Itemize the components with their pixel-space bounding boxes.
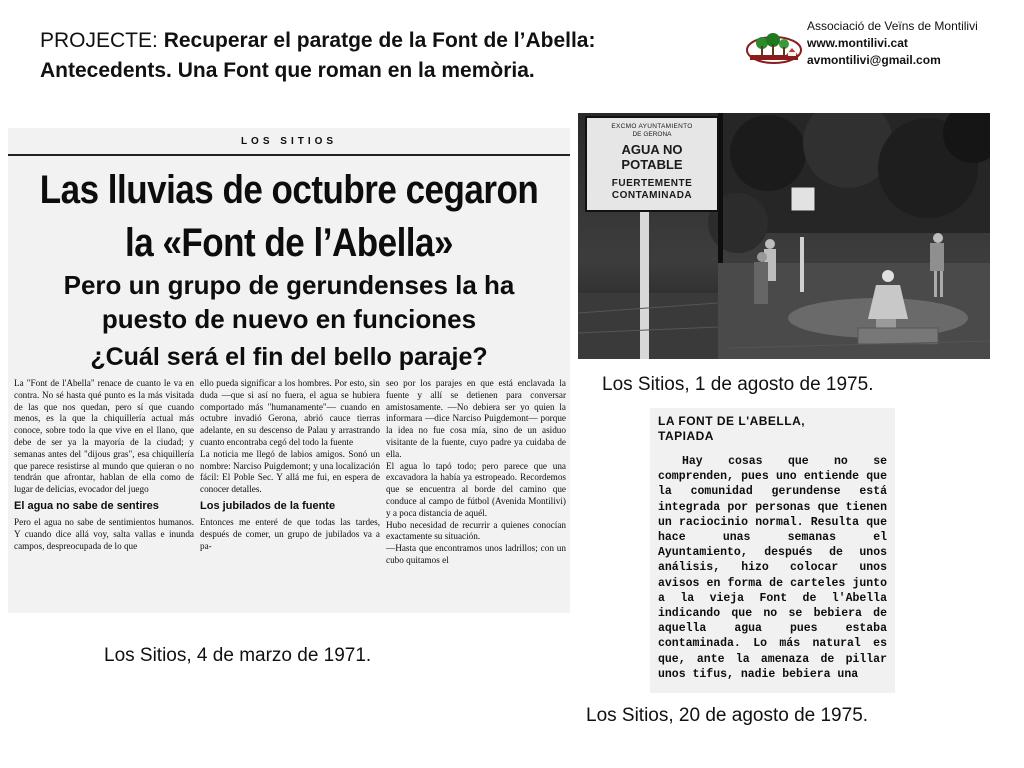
association-name: Associació de Veïns de Montilivi <box>807 19 978 33</box>
sign-line-5: CONTAMINADA <box>611 190 693 201</box>
section-divider <box>8 154 570 156</box>
column-text: Hubo necesidad de recurrir a quienes conocían exactamente su situación. <box>386 519 566 542</box>
sign-line-2: DE GERONA <box>632 131 672 138</box>
clipping-subheadline <box>8 268 570 336</box>
clipping-section-label: LOS SITIOS <box>240 136 338 147</box>
association-email-link[interactable]: avmontilivi@gmail.com <box>807 53 941 67</box>
column-text: seo por los parajes en que está enclavada la fuente y allí se detienen para conversar amistosamente. —No debiera ser yo quien la informara —dice Narciso Puigdemont— porque la idea no fue cosa mía, sino de un asiduo visitante de la fuente, cuyo padre ya cuidaba de ella. <box>386 378 566 459</box>
clipping-headline <box>8 164 570 270</box>
clipping-columns <box>14 378 566 610</box>
column-text: Entonces me enteré de que todas las tardes, después de comer, un grupo de jubilados va a pa- <box>200 516 380 551</box>
subheadline-line-1: Pero un grupo de gerundenses la ha <box>63 270 515 300</box>
title-line-1: Recuperar el paratge de la Font de l’Abella: <box>163 29 596 52</box>
clipping-column-3 <box>386 378 566 610</box>
column-text: —Hasta que encontramos unos ladrillos; con un cubo quitamos el <box>386 543 566 565</box>
association-website-link[interactable]: www.montilivi.cat <box>807 36 908 50</box>
clipping-1975-body: Hay cosas que no se comprenden, pues uno entiende que la comunidad gerundense está integrada por personas que tienen un raciocinio normal. Resulta que hace unas semanas el Ayuntamiento, después de unos análisis, hizo colocar unos avisos en forma de carteles junto a la vieja Font de l'Abella indicando que no se bebiera de aquella agua pues estaba contaminada. Lo más natural es que, ante la amenaza de pillar unos tifus, nadie bebiera una <box>658 455 887 681</box>
column-text: La noticia me llegó de labios amigos. Sonó un nombre: Narciso Puigdemont; y una localización fácil: El Poble Sec. Y allá me fui, en espera de conocer detalles. <box>200 448 380 495</box>
caption-20-agosto-1975: Los Sitios, 20 de agosto de 1975. <box>586 705 869 726</box>
clipping-1971 <box>8 128 570 613</box>
clipping-1975 <box>650 408 895 693</box>
title-line-2: Antecedents. Una Font que roman en la memòria. <box>40 59 535 82</box>
title-prefix: PROJECTE: <box>40 29 164 52</box>
caption-1-agosto-1975: Los Sitios, 1 de agosto de 1975. <box>602 374 874 395</box>
clipping-column-1 <box>14 378 194 610</box>
clipping-1975-headline-2: TAPIADA <box>658 429 714 443</box>
subheadline-line-2: puesto de nuevo en funciones <box>101 304 477 334</box>
sign-line-4: FUERTEMENTE <box>611 178 693 189</box>
column-text: El agua lo tapó todo; pero parece que una excavadora la había ya estropeado. Recordemos que se encuentra al borde del camino que conduce al campo de fútbol (Avenida Montilivi) y a poca distancia de aquél. <box>386 460 566 518</box>
sign-line-1: EXCMO AYUNTAMIENTO <box>611 123 693 130</box>
sign-line-3: AGUA NO POTABLE <box>621 142 683 172</box>
association-info <box>807 18 978 69</box>
headline-line-2: la «Font de l’Abella» <box>125 220 453 266</box>
headline-line-1: Las lluvias de octubre cegaron <box>39 167 539 213</box>
column-subhead: Los jubilados de la fuente <box>200 499 336 512</box>
column-text: Pero el agua no sabe de sentimientos humanos. Y cuando dice allá voy, salta vallas e inunda campos, despreocupada de lo que <box>14 516 194 551</box>
trees-house-logo-icon <box>746 30 802 64</box>
photo-1975 <box>578 113 990 359</box>
caption-1971: Los Sitios, 4 de marzo de 1971. <box>104 645 372 666</box>
clipping-question: ¿Cuál será el fin del bello paraje? <box>90 343 488 371</box>
clipping-column-2 <box>200 378 380 610</box>
clipping-1975-headline-1: LA FONT DE L'ABELLA, <box>658 414 806 428</box>
column-subhead: El agua no sabe de sentires <box>14 499 159 512</box>
warning-sign <box>592 123 712 202</box>
slide-title <box>40 26 680 86</box>
column-text: La "Font de l'Abella" renace de cuanto le va en contra. No sé hasta qué punto es la más visitada de las que nos quedan, pero sí que cuando menos, es la que la chiquillería actual más conoce, sobre todo la que vive en el llano, que debe de ser ya la mayoría de la ciudad; y semanas antes del "dijous gras", esa chiquillería que parece resistirse al mundo que quieran o no tendrán que afrontar, hablan de ella como de lugar de delicias, evocador del juego <box>14 378 194 495</box>
column-text: ello pueda significar a los hombres. Por esto, sin duda —que si así no fuera, el agua se hubiera comportado más "humanamente"— cuando en octubre invadió Gerona, abrió cauce tierras adelante, en su descenso de Palau y arrastrando cuanto encontraba cegó del todo la fuente <box>200 378 380 447</box>
